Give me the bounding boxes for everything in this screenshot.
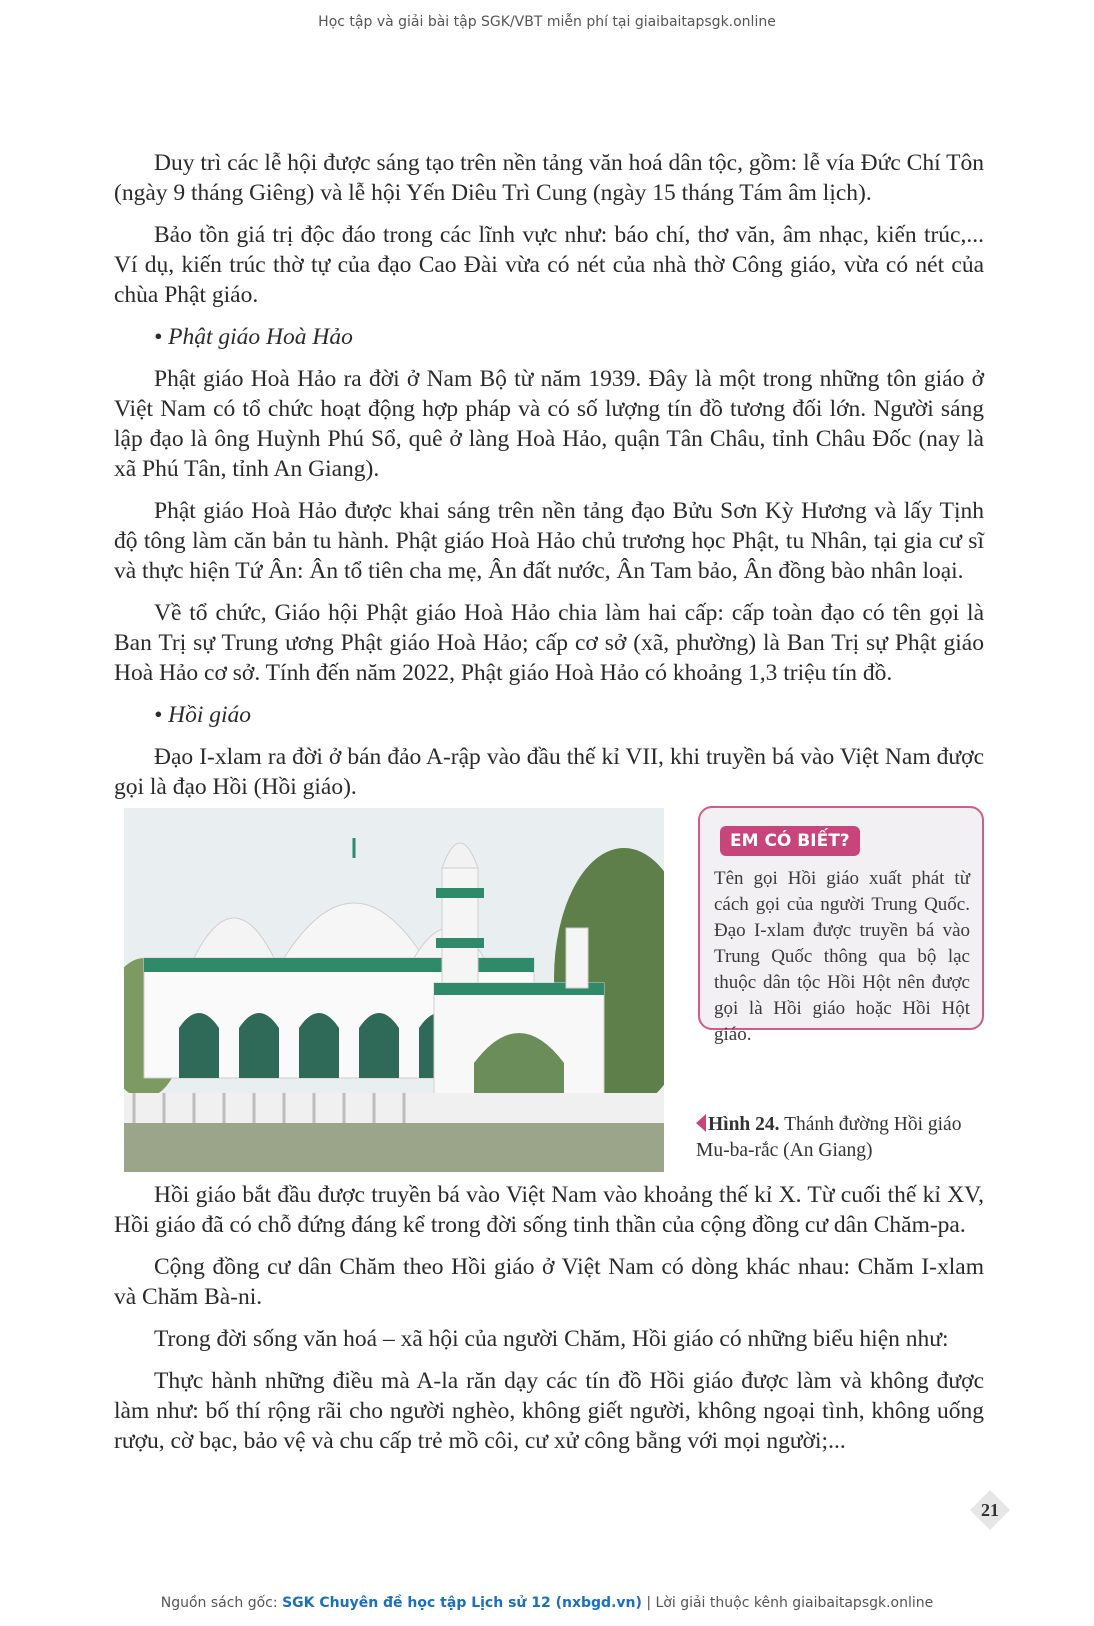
caption-arrow-icon	[696, 1114, 706, 1132]
paragraph-6: Đạo I-xlam ra đời ở bán đảo A-rập vào đầu thế kỉ VII, khi truyền bá vào Việt Nam được gọi là đạo Hồi (Hồi giáo).	[114, 744, 984, 800]
footer-source-link[interactable]: SGK Chuyên đề học tập Lịch sử 12 (nxbgd.vn)	[282, 1595, 642, 1611]
figure-label: Hình 24.	[708, 1114, 780, 1135]
paragraph-5: Về tổ chức, Giáo hội Phật giáo Hoà Hảo chia làm hai cấp: cấp toàn đạo có tên gọi là Ban Trị sự Trung ương Phật giáo Hoà Hảo; cấp cơ sở (xã, phường) là Ban Trị sự Phật giáo Hoà Hảo cơ sở. Tính đến năm 2022, Phật giáo Hoà Hảo có khoảng 1,3 triệu tín đồ.	[114, 600, 984, 686]
figure-caption	[696, 1112, 986, 1164]
footer-suffix: | Lời giải thuộc kênh giaibaitapsgk.online	[646, 1595, 934, 1611]
mosque-illustration	[124, 808, 664, 1172]
paragraph-4: Phật giáo Hoà Hảo được khai sáng trên nền tảng đạo Bửu Sơn Kỳ Hương và lấy Tịnh độ tông làm căn bản tu hành. Phật giáo Hoà Hảo chủ trương học Phật, tu Nhân, tại gia cư sĩ và thực hiện Tứ Ân: Ân tổ tiên cha mẹ, Ân đất nước, Ân Tam bảo, Ân đồng bào nhân loại.	[114, 498, 984, 584]
paragraph-9: Trong đời sống văn hoá – xã hội của người Chăm, Hồi giáo có những biểu hiện như:	[154, 1326, 949, 1352]
did-you-know-badge: EM CÓ BIẾT?	[720, 826, 860, 856]
did-you-know-box	[698, 806, 984, 1045]
content-lower	[114, 1180, 984, 1456]
paragraph-1: Duy trì các lễ hội được sáng tạo trên nền tảng văn hoá dân tộc, gồm: lễ vía Đức Chí Tôn (ngày 9 tháng Giêng) và lễ hội Yến Diêu Trì Cung (ngày 15 tháng Tám âm lịch).	[114, 150, 984, 206]
page-header: Học tập và giải bài tập SGK/VBT miễn phí tại giaibaitapsgk.online	[318, 14, 776, 30]
content-upper	[114, 148, 984, 802]
paragraph-7: Hồi giáo bắt đầu được truyền bá vào Việt Nam vào khoảng thế kỉ X. Từ cuối thế kỉ XV, Hồi giáo đã có chỗ đứng đáng kể trong đời sống tinh thần của cộng đồng cư dân Chăm-pa.	[114, 1182, 984, 1238]
paragraph-10: Thực hành những điều mà A-la răn dạy các tín đồ Hồi giáo được làm và không được làm như: bố thí rộng rãi cho người nghèo, không giết người, không ngoại tình, không uống rượu, cờ bạc, bảo vệ và chu cấp trẻ mồ côi, cư xử công bằng với mọi người;...	[114, 1368, 984, 1454]
bullet-hoa-hao: • Phật giáo Hoà Hảo	[154, 324, 353, 350]
did-you-know-text: Tên gọi Hồi giáo xuất phát từ cách gọi của người Trung Quốc. Đạo I-xlam được truyền bá vào Trung Quốc thông qua bộ lạc thuộc dân tộc Hồi Hột nên được gọi là Hồi giáo hoặc Hồi Hột giáo.	[714, 868, 970, 1045]
paragraph-2: Bảo tồn giá trị độc đáo trong các lĩnh vực như: báo chí, thơ văn, âm nhạc, kiến trúc,... Ví dụ, kiến trúc thờ tự của đạo Cao Đài vừa có nét của nhà thờ Công giáo, vừa có nét của chùa Phật giáo.	[114, 222, 984, 308]
page-footer	[0, 1595, 1094, 1611]
figure-caption-text: Thánh đường Hồi giáo Mu-ba-rắc (An Giang)	[696, 1114, 962, 1161]
page-number-text: 21	[981, 1500, 999, 1520]
mosque-photo	[124, 808, 664, 1172]
bullet-hoi-giao: • Hồi giáo	[154, 702, 252, 728]
paragraph-3: Phật giáo Hoà Hảo ra đời ở Nam Bộ từ năm 1939. Đây là một trong những tôn giáo ở Việt Nam có tổ chức hoạt động hợp pháp và có số lượng tín đồ tương đối lớn. Người sáng lập đạo là ông Huỳnh Phú Sổ, quê ở làng Hoà Hảo, quận Tân Châu, tỉnh Châu Đốc (nay là xã Phú Tân, tỉnh An Giang).	[114, 366, 984, 482]
paragraph-8: Cộng đồng cư dân Chăm theo Hồi giáo ở Việt Nam có dòng khác nhau: Chăm I-xlam và Chăm Bà-ni.	[114, 1254, 984, 1310]
page-number	[968, 1488, 1012, 1532]
footer-prefix: Nguồn sách gốc:	[160, 1595, 278, 1611]
